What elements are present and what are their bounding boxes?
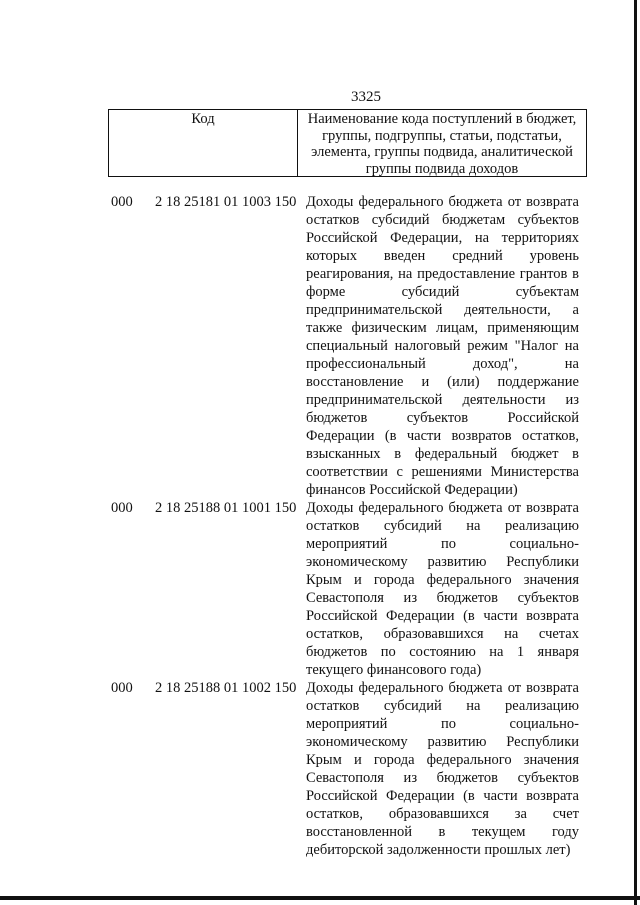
row-revenue-code: 2 18 25181 01 1003 150 — [155, 194, 297, 210]
table-body — [0, 193, 640, 859]
row-revenue-code: 2 18 25188 01 1002 150 — [155, 680, 297, 696]
row-description: Доходы федерального бюджета от возврата остатков субсидий бюджетам субъектов Российской Федерации, на территориях которых введен средний уровень реагирования, на предоставление грантов в форме субсидий субъектам предпринимательской деятельности, а также физическим лицам, применяющим специальный налоговый режим "Налог на профессиональный доход", на восстановление и (или) поддержание предпринимательской деятельности из бюджетов субъектов Российской Федерации (в части возвратов остатков, взысканных в федеральный бюджет в соответствии с решениями Министерства финансов Российской Федерации) — [306, 194, 579, 498]
row-admin-code: 000 — [111, 194, 133, 210]
scan-border-bottom — [0, 896, 640, 900]
table-row — [0, 499, 640, 679]
row-description: Доходы федерального бюджета от возврата остатков субсидий на реализацию мероприятий по социально-экономическому развитию Республики Крым и города федерального значения Севастополя из бюджетов субъектов Российской Федерации (в части возврата остатков, образовавшихся на счетах бюджетов по состоянию на 1 января текущего финансового года) — [306, 500, 579, 678]
row-admin-code: 000 — [111, 680, 133, 696]
row-admin-code: 000 — [111, 500, 133, 516]
header-name-cell: Наименование кода поступлений в бюджет, группы, подгруппы, статьи, подстатьи, элемента, группы подвида, аналитической группы подвида доходов — [307, 111, 577, 177]
table-row — [0, 193, 640, 499]
page-number: 3325 — [351, 89, 381, 105]
table-header — [108, 109, 587, 177]
table-row — [0, 679, 640, 859]
row-description: Доходы федерального бюджета от возврата остатков субсидий на реализацию мероприятий по социально-экономическому развитию Республики Крым и города федерального значения Севастополя из бюджетов субъектов Российской Федерации (в части возврата остатков, образовавшихся за счет восстановленной в текущем году дебиторской задолженности прошлых лет) — [306, 680, 579, 858]
header-code-cell: Код — [109, 110, 298, 176]
row-revenue-code: 2 18 25188 01 1001 150 — [155, 500, 297, 516]
